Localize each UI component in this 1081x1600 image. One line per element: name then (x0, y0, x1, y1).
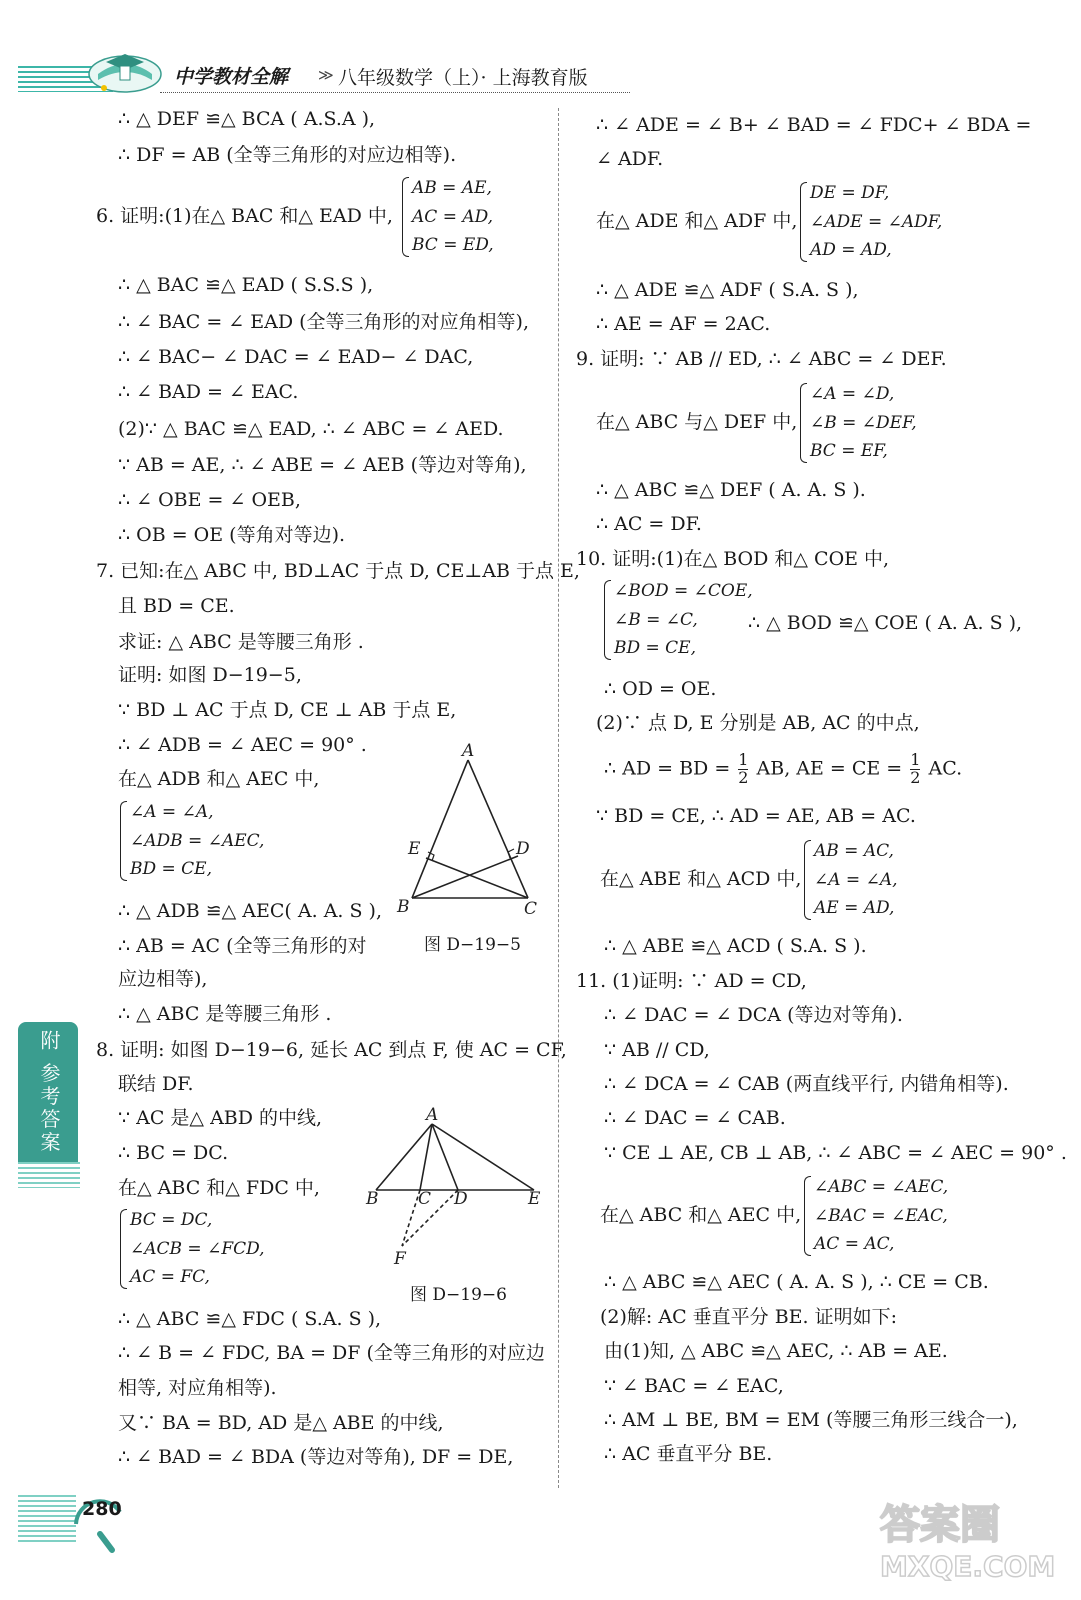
right-line: ∵ CE ⊥ AE, CB ⊥ AB, ∴ ∠ ABC = ∠ AEC = 90° . (604, 1142, 1067, 1164)
equation-system (804, 837, 898, 923)
left-line: ∵ AB = AE, ∴ ∠ ABE = ∠ AEB (等边对等角), (118, 454, 527, 476)
left-line: 6. 证明:(1)在△ BAC 和△ EAD 中, (96, 205, 393, 227)
equation-row: BC = DC, (130, 1210, 213, 1230)
column-divider (558, 108, 559, 1488)
equation-row: ∠ACB = ∠FCD, (130, 1238, 265, 1259)
left-line: 且 BD = CE. (118, 595, 235, 617)
equation-system (804, 1173, 948, 1259)
left-line: ∴ △ DEF ≌△ BCA ( A.S.A ), (118, 108, 376, 130)
figure1-right-angle-d (508, 849, 514, 858)
right-line: ∴ △ ADE ≌△ ADF ( S.A. S ), (596, 279, 859, 301)
equation-row: AC = AD, (412, 206, 494, 227)
right-line: (2)解: AC 垂直平分 BE. 证明如下: (600, 1306, 898, 1328)
equation-row: BC = ED, (412, 235, 494, 255)
figure1-label-c: C (524, 899, 538, 919)
equation-row: AC = AC, (814, 1234, 895, 1254)
left-line: 在△ ADB 和△ AEC 中, (118, 768, 320, 790)
right-line: ∴ OD = OE. (604, 678, 717, 700)
equation-row: AD = AD, (810, 240, 892, 260)
watermark-logo-icon (860, 1488, 1060, 1588)
right-line: 在△ ABC 和△ AEC 中, (600, 1204, 802, 1226)
right-line: ∴ AC 垂直平分 BE. (604, 1443, 773, 1465)
equation-system (800, 380, 917, 466)
left-line: 证明: 如图 D−19−5, (118, 664, 302, 686)
figure1-label-e: E (408, 839, 421, 859)
left-line: ∴ DF = AB (全等三角形的对应边相等). (118, 144, 457, 166)
equation-row: ∠ADE = ∠ADF, (810, 211, 943, 232)
left-line: 在△ ABC 和△ FDC 中, (118, 1177, 320, 1199)
right-line: 11. (1)证明: ∵ AD = CD, (576, 970, 807, 992)
right-line: 在△ ADE 和△ ADF 中, (596, 210, 798, 232)
equation-row: ∠BAC = ∠EAC, (814, 1205, 948, 1226)
figure2-label-e: E (528, 1189, 541, 1209)
equation-system (800, 179, 942, 265)
page-header (0, 0, 1081, 100)
left-line: ∴ △ BAC ≌△ EAD ( S.S.S ), (118, 274, 374, 296)
equation-row: ∠B = ∠DEF, (810, 412, 917, 433)
right-line: ∵ ∠ BAC = ∠ EAC, (604, 1375, 784, 1397)
equation-row: ∠A = ∠A, (130, 802, 214, 822)
figure-d-19-5 (392, 738, 552, 920)
side-stripes (18, 1162, 80, 1188)
left-line: 联结 DF. (118, 1073, 194, 1095)
figure1-caption: 图 D−19−5 (424, 935, 521, 955)
equation-row: BD = CE, (614, 638, 696, 658)
right-line: 10. 证明:(1)在△ BOD 和△ COE 中, (576, 548, 890, 570)
left-line: (2)∵ △ BAC ≌△ EAD, ∴ ∠ ABC = ∠ AED. (118, 418, 504, 440)
right-line: ∴ △ BOD ≌△ COE ( A. A. S ), (748, 612, 1023, 634)
equation-row: ∠A = ∠D, (810, 384, 895, 404)
equation-row: ∠ADB = ∠AEC, (130, 830, 265, 851)
left-line: ∴ ∠ BAD = ∠ BDA (等边对等角), DF = DE, (118, 1446, 514, 1468)
equation-system (604, 577, 753, 663)
left-line: 求证: △ ABC 是等腰三角形 . (118, 631, 364, 653)
fraction-suffix: AC. (922, 757, 963, 780)
header-rule (160, 92, 630, 93)
left-line: ∴ ∠ B = ∠ FDC, BA = DF (全等三角形的对应边 (118, 1342, 545, 1364)
figure1-label-a: A (462, 741, 475, 761)
right-line: ∵ BD = CE, ∴ AD = AE, AB = AC. (596, 805, 916, 827)
equation-row: ∠B = ∠C, (614, 609, 698, 630)
figure-d-19-6 (362, 1104, 552, 1274)
series-title: 中学教材全解 (174, 66, 289, 88)
figure2-side-ae (432, 1124, 534, 1190)
equation-row: DE = DF, (810, 183, 890, 203)
figure1-side-ab (412, 760, 468, 898)
right-line: ∴ ∠ DAC = ∠ CAB. (604, 1107, 786, 1129)
left-line: ∴ ∠ BAC = ∠ EAD (全等三角形的对应角相等), (118, 311, 529, 333)
figure2-caption: 图 D−19−6 (410, 1285, 507, 1305)
equation-system (120, 1206, 265, 1292)
left-line: 7. 已知:在△ ABC 中, BD⊥AC 于点 D, CE⊥AB 于点 E, (96, 560, 580, 582)
figure2-label-c: C (418, 1189, 432, 1209)
book-subtitle: 八年级数学（上）· 上海教育版 (338, 67, 588, 89)
fraction-numerator: 1 (910, 750, 921, 769)
left-line: ∴ OB = OE (等角对等边). (118, 524, 346, 546)
right-line: ∴ ∠ DAC = ∠ DCA (等边对等角). (604, 1004, 903, 1026)
right-line: 在△ ABE 和△ ACD 中, (600, 868, 802, 890)
figure2-label-d: D (454, 1189, 468, 1209)
figure2-segment-ac (420, 1124, 432, 1190)
right-line: ∴ AM ⊥ BE, BM = EM (等腰三角形三线合一), (604, 1409, 1018, 1431)
figure2-side-ab (376, 1124, 432, 1190)
figure2-segment-ad (432, 1124, 458, 1190)
equation-row: AC = FC, (130, 1267, 210, 1287)
left-line: 又∵ BA = BD, AD 是△ ABE 的中线, (118, 1412, 444, 1434)
right-line: ∴ △ ABC ≌△ DEF ( A. A. S ). (596, 479, 866, 501)
right-line: ∴ △ ABC ≌△ AEC ( A. A. S ), ∴ CE = CB. (604, 1271, 989, 1293)
appendix-side-tab: 附 参考答案 (18, 1022, 78, 1162)
right-line: (2)∵ 点 D, E 分别是 AB, AC 的中点, (596, 712, 920, 734)
equation-row: AE = AD, (814, 898, 895, 918)
left-line: ∴ ∠ BAD = ∠ EAC. (118, 381, 299, 403)
watermark-bottom: MXQE.COM (880, 1550, 1056, 1583)
figure2-label-b: B (366, 1189, 379, 1209)
left-line: ∴ △ ABC 是等腰三角形 . (118, 1003, 332, 1025)
right-line: ∵ AB // CD, (604, 1039, 710, 1061)
figure1-label-b: B (397, 897, 410, 917)
left-line: ∴ AB = AC (全等三角形的对 (118, 935, 367, 957)
right-line: ∴ AE = AF = 2AC. (596, 313, 771, 335)
header-arrow: ≫ (318, 66, 334, 84)
equation-system (120, 798, 264, 884)
figure1-label-d: D (516, 839, 530, 859)
right-line: 由(1)知, △ ABC ≌△ AEC, ∴ AB = AE. (604, 1340, 948, 1362)
fraction-line (604, 752, 962, 787)
fraction-denominator: 2 (910, 767, 921, 787)
left-line: ∵ BD ⊥ AC 于点 D, CE ⊥ AB 于点 E, (118, 699, 457, 721)
left-line: ∵ AC 是△ ABD 的中线, (118, 1107, 323, 1129)
fraction-prefix: ∴ AD = BD = (604, 757, 737, 780)
equation-row: ∠ABC = ∠AEC, (814, 1177, 949, 1197)
left-line: ∴ BC = DC. (118, 1142, 229, 1164)
right-line: 9. 证明: ∵ AB // ED, ∴ ∠ ABC = ∠ DEF. (576, 348, 947, 370)
right-line: 在△ ABC 与△ DEF 中, (596, 411, 798, 433)
left-line: 相等, 对应角相等). (118, 1377, 277, 1399)
watermark-top: 答案圈 (880, 1502, 1000, 1548)
equation-row: BD = CE, (130, 859, 212, 879)
left-line: 应边相等), (118, 968, 208, 990)
equation-row: ∠A = ∠A, (814, 869, 898, 890)
equation-row: ∠BOD = ∠COE, (614, 581, 753, 601)
page-number: 280 (82, 1498, 122, 1520)
equation-row: AB = AE, (412, 178, 492, 198)
left-line: ∴ ∠ BAC− ∠ DAC = ∠ EAD− ∠ DAC, (118, 346, 474, 368)
left-line: ∴ △ ABC ≌△ FDC ( S.A. S ), (118, 1308, 382, 1330)
fraction-denominator: 2 (738, 767, 749, 787)
left-line: ∴ △ ADB ≌△ AEC( A. A. S ), (118, 900, 382, 922)
right-line: ∴ AC = DF. (596, 513, 702, 535)
right-line: ∴ △ ABE ≌△ ACD ( S.A. S ). (604, 935, 867, 957)
right-line: ∴ ∠ DCA = ∠ CAB (两直线平行, 内错角相等). (604, 1073, 1009, 1095)
equation-system (402, 174, 494, 260)
equation-row: AB = AC, (814, 841, 894, 861)
right-line: ∠ ADF. (596, 148, 664, 170)
left-line: 8. 证明: 如图 D−19−6, 延长 AC 到点 F, 使 AC = CF, (96, 1039, 567, 1061)
book-logo-icon (86, 44, 164, 96)
left-line: ∴ ∠ OBE = ∠ OEB, (118, 489, 301, 511)
fraction-middle: AB, AE = CE = (750, 757, 909, 780)
right-line: ∴ ∠ ADE = ∠ B+ ∠ BAD = ∠ FDC+ ∠ BDA = (596, 114, 1032, 136)
equation-row: BC = EF, (810, 441, 888, 461)
figure2-label-a: A (426, 1105, 439, 1125)
figure1-segment-bd (412, 856, 518, 898)
fraction-numerator: 1 (738, 750, 749, 769)
left-line: ∴ ∠ ADB = ∠ AEC = 90° . (118, 734, 367, 756)
figure2-label-f: F (394, 1249, 406, 1269)
